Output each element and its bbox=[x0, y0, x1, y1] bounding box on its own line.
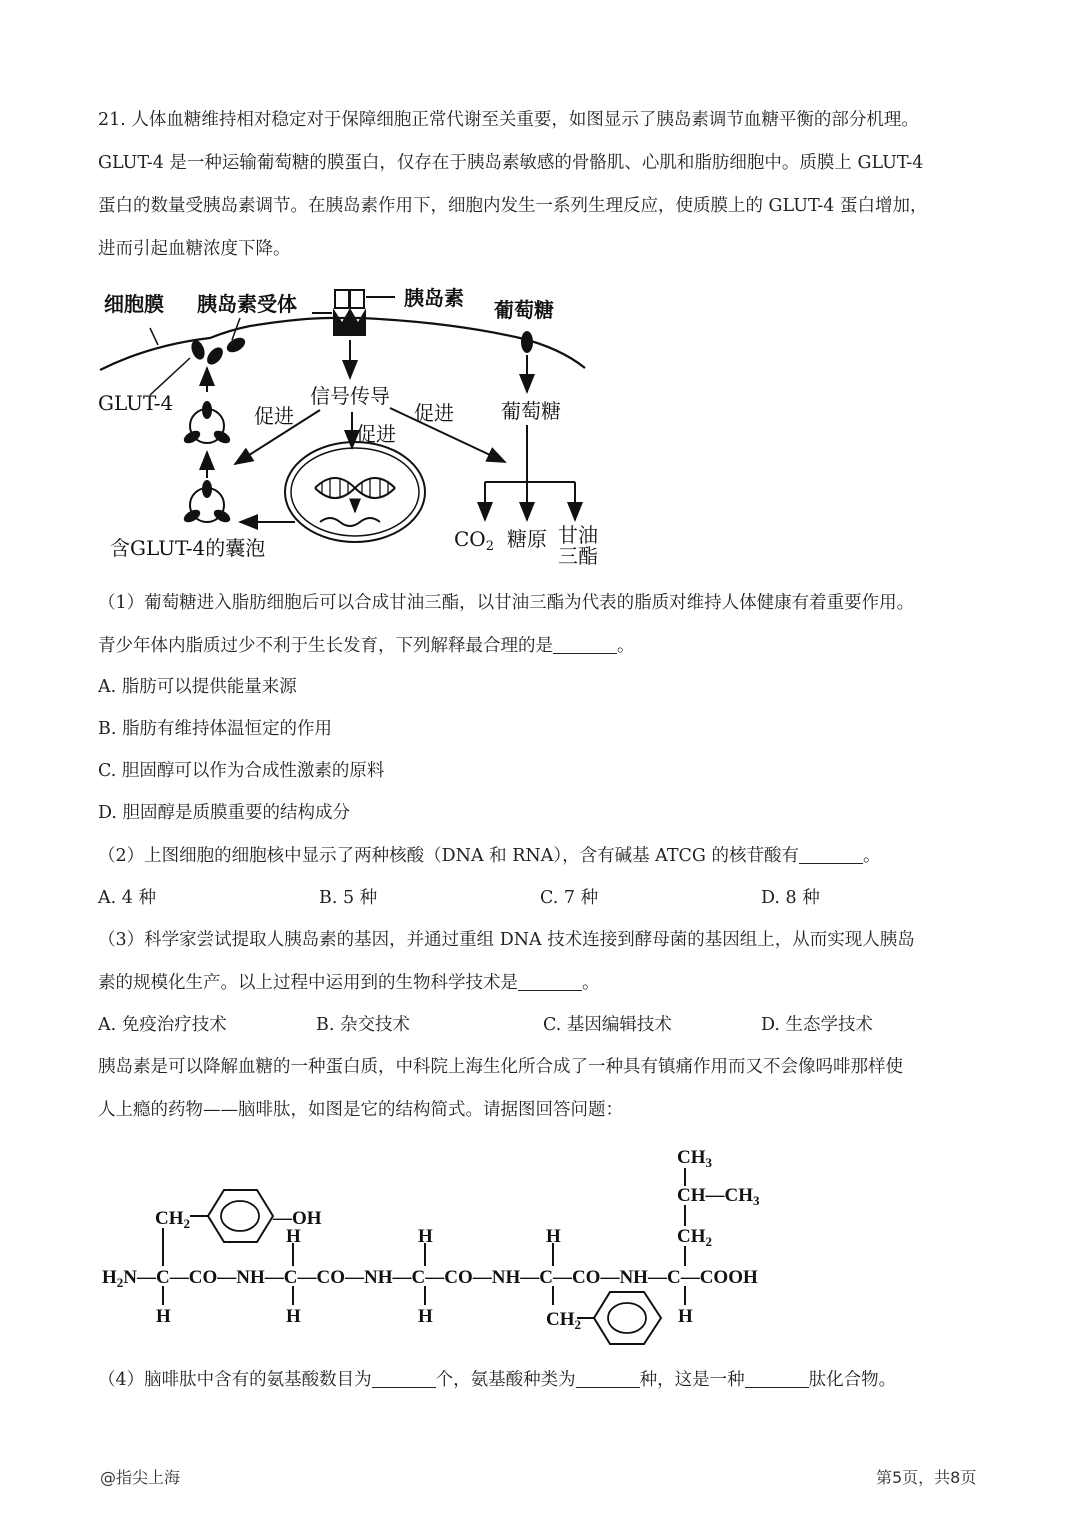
benzene-ring-icon-bottom bbox=[594, 1292, 661, 1344]
nucleus-icon bbox=[285, 442, 425, 542]
q3-option-b: B. 杂交技术 bbox=[316, 1015, 410, 1035]
q2-option-a: A. 4 种 bbox=[98, 888, 156, 908]
q2-option-b: B. 5 种 bbox=[319, 888, 378, 908]
glucose-transporter-icon bbox=[521, 331, 533, 353]
chem-h-gly2-top: H bbox=[418, 1226, 433, 1247]
chem-ch3-top: $CH_3$ bbox=[677, 1147, 712, 1170]
label-insulin-receptor: 胰岛素受体 bbox=[197, 292, 297, 316]
chem-backbone: $H_2N—C—CO—NH—C—CO—NH—C—CO—NH—C—CO—NH—C—COOH$ bbox=[102, 1267, 758, 1290]
q2-option-c: C. 7 种 bbox=[540, 888, 599, 908]
q3-line-2-text: 素的规模化生产。以上过程中运用到的生物科学技术是 bbox=[98, 973, 518, 993]
q1-line-1: （1）葡萄糖进入脂肪细胞后可以合成甘油三酯，以甘油三酯为代表的脂质对维持人体健康有着重要作用。 bbox=[98, 593, 915, 613]
chem-ch2-phe: $CH_2$ bbox=[546, 1309, 581, 1332]
q4-text-4: 肽化合物。 bbox=[808, 1370, 897, 1390]
label-promote-middle: 促进 bbox=[356, 422, 396, 446]
q4-stem bbox=[98, 1370, 896, 1390]
chem-h-leu-bottom: H bbox=[678, 1306, 693, 1327]
q3-line-2-end: 。 bbox=[582, 973, 600, 993]
q4-answer-blank-count[interactable] bbox=[372, 1371, 436, 1388]
q1-answer-blank[interactable] bbox=[553, 637, 617, 654]
footer-page-number: 第5页，共8页 bbox=[876, 1468, 977, 1487]
q2-stem-end: 。 bbox=[862, 846, 881, 866]
q1-line-2-end: 。 bbox=[617, 636, 635, 656]
glut4-label-pointer bbox=[150, 358, 190, 395]
q4-answer-blank-peptide[interactable] bbox=[745, 1371, 809, 1388]
label-insulin: 胰岛素 bbox=[404, 286, 464, 310]
question-intro-line-1: 21. 人体血糖维持相对稳定对于保障细胞正常代谢至关重要，如图显示了胰岛素调节血糖平衡的部分机理。 bbox=[98, 110, 919, 130]
passage-line-2: 人上瘾的药物——脑啡肽，如图是它的结构简式。请据图回答问题： bbox=[98, 1100, 623, 1120]
chem-h-tyr-bottom: H bbox=[156, 1306, 171, 1327]
q2-answer-blank[interactable] bbox=[799, 847, 863, 864]
chem-h-gly2-bottom: H bbox=[418, 1306, 433, 1327]
passage-line-1: 胰岛素是可以降解血糖的一种蛋白质，中科院上海生化所合成了一种具有镇痛作用而又不会像吗啡那样使 bbox=[98, 1057, 903, 1077]
q1-option-d: D. 胆固醇是质膜重要的结构成分 bbox=[98, 803, 351, 823]
label-signal-transduction: 信号传导 bbox=[310, 384, 390, 408]
footer-source: @指尖上海 bbox=[100, 1468, 181, 1487]
chem-h-gly1-bottom: H bbox=[286, 1306, 301, 1327]
vesicle-2-icon bbox=[182, 480, 233, 525]
chem-ch2-tyr: $CH_2$ bbox=[155, 1208, 190, 1231]
vesicle-1-icon bbox=[182, 401, 233, 446]
enkephalin-structure-diagram bbox=[95, 1140, 785, 1345]
q3-answer-blank[interactable] bbox=[518, 974, 582, 991]
q2-stem bbox=[98, 846, 880, 866]
q1-line-2-text: 青少年体内脂质过少不利于生长发育，下列解释最合理的是 bbox=[98, 636, 553, 656]
label-glut4-vesicle: 含GLUT-4的囊泡 bbox=[110, 536, 266, 560]
insulin-receptor-icon bbox=[312, 290, 395, 336]
q4-answer-blank-types[interactable] bbox=[576, 1371, 640, 1388]
benzene-ring-icon-top bbox=[208, 1190, 273, 1242]
q4-text-2: 个，氨基酸种类为 bbox=[435, 1370, 576, 1390]
label-glycogen: 糖原 bbox=[507, 527, 547, 551]
label-glucose-outside: 葡萄糖 bbox=[494, 298, 554, 322]
membrane-label-pointer bbox=[150, 328, 158, 345]
q4-text-3: 种，这是一种 bbox=[639, 1370, 745, 1390]
question-intro-line-2: GLUT-4 是一种运输葡萄糖的膜蛋白，仅存在于胰岛素敏感的骨骼肌、心肌和脂肪细胞中。质膜上 GLUT-4 bbox=[98, 153, 924, 173]
q2-option-d: D. 8 种 bbox=[761, 888, 820, 908]
question-intro-line-4: 进而引起血糖浓度下降。 bbox=[98, 239, 291, 259]
label-triglyceride-line1: 甘油 bbox=[558, 523, 598, 547]
q4-text-1: （4）脑啡肽中含有的氨基酸数目为 bbox=[98, 1370, 372, 1390]
chem-oh: —OH bbox=[273, 1208, 322, 1229]
question-intro-line-3: 蛋白的数量受胰岛素调节。在胰岛素作用下，细胞内发生一系列生理反应，使质膜上的 GLUT-4 蛋白增加， bbox=[98, 196, 928, 216]
label-promote-right: 促进 bbox=[414, 401, 454, 425]
chem-ch2-leu: $CH_2$ bbox=[677, 1226, 712, 1249]
chem-h-gly1-top: H bbox=[286, 1226, 301, 1247]
q2-stem-text: （2）上图细胞的细胞核中显示了两种核酸（DNA 和 RNA），含有碱基 ATCG 的核苷酸有 bbox=[98, 846, 799, 866]
q1-option-c: C. 胆固醇可以作为合成性激素的原料 bbox=[98, 761, 385, 781]
label-glut4: GLUT-4 bbox=[98, 391, 174, 415]
insulin-regulation-diagram bbox=[90, 278, 610, 573]
q3-option-c: C. 基因编辑技术 bbox=[543, 1015, 672, 1035]
q3-option-a: A. 免疫治疗技术 bbox=[98, 1015, 227, 1035]
q1-option-a: A. 脂肪可以提供能量来源 bbox=[98, 677, 297, 697]
q3-line-1: （3）科学家尝试提取人胰岛素的基因，并通过重组 DNA 技术连接到酵母菌的基因组上，从而实现人胰岛 bbox=[98, 930, 915, 950]
q3-line-2 bbox=[98, 973, 600, 993]
label-co2: $CO_2$ bbox=[454, 527, 494, 554]
q1-line-2 bbox=[98, 636, 635, 656]
chem-ch-ch3: $CH—CH_3$ bbox=[677, 1185, 760, 1208]
label-cell-membrane: 细胞膜 bbox=[104, 292, 164, 316]
rna-strand-icon bbox=[320, 518, 380, 526]
label-glucose-inside: 葡萄糖 bbox=[501, 399, 561, 423]
q3-option-d: D. 生态学技术 bbox=[761, 1015, 874, 1035]
label-promote-left: 促进 bbox=[254, 404, 294, 428]
label-triglyceride-line2: 三酯 bbox=[558, 544, 598, 568]
chem-h-phe-top: H bbox=[546, 1226, 561, 1247]
q1-option-b: B. 脂肪有维持体温恒定的作用 bbox=[98, 719, 332, 739]
